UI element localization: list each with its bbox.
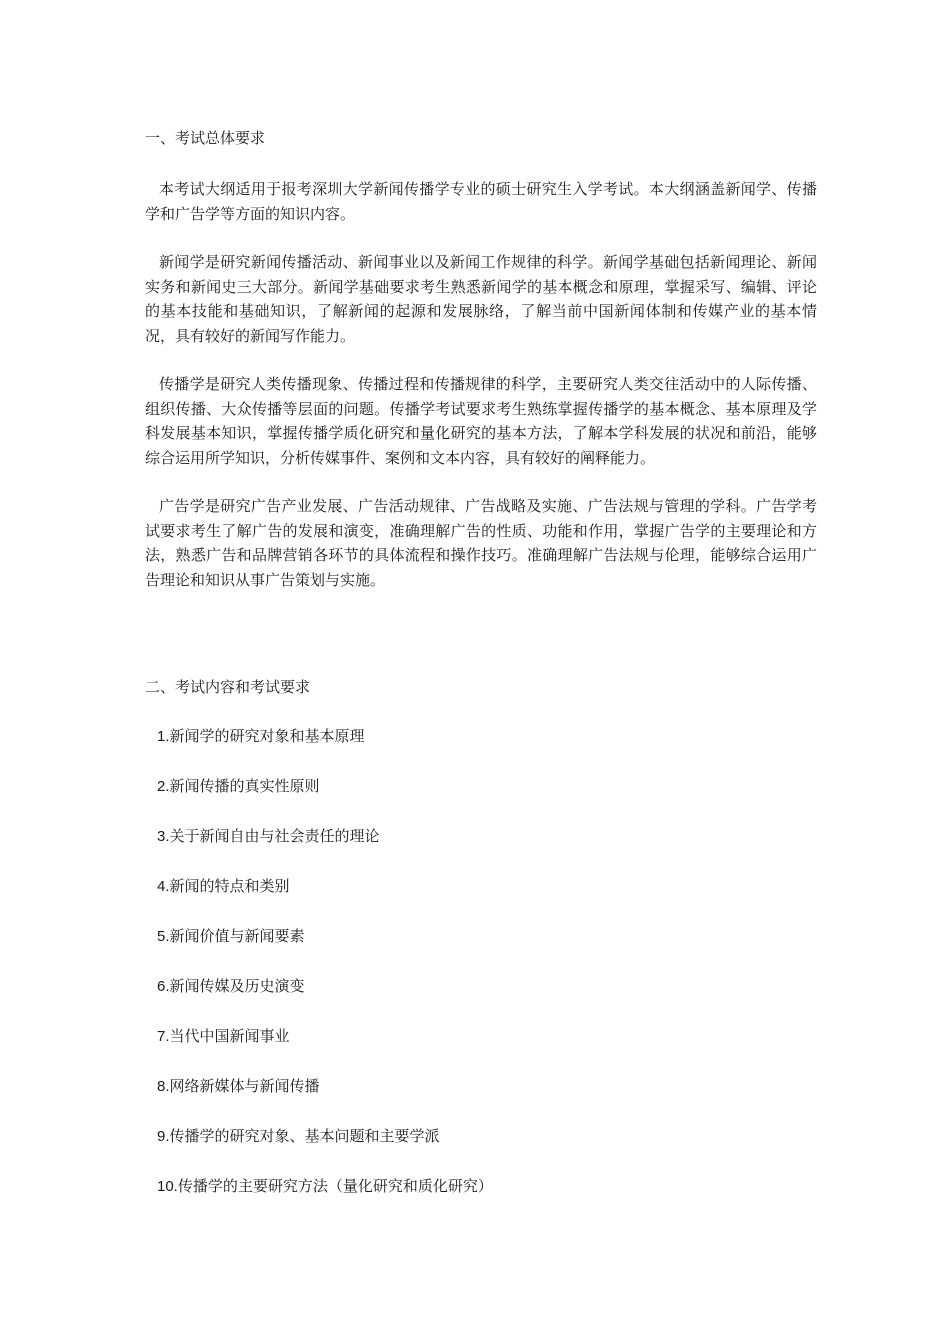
- list-item: [157, 1124, 817, 1148]
- list-item-number: 6.: [157, 978, 170, 995]
- section-heading-exam-content: 二、考试内容和考试要求: [145, 678, 311, 696]
- document-page: [145, 126, 817, 1224]
- list-item-number: 2.: [157, 778, 170, 795]
- list-item: [157, 724, 817, 748]
- list-item-number: 10.: [157, 1178, 178, 1195]
- list-item: [157, 1074, 817, 1098]
- list-item-text: 关于新闻自由与社会责任的理论: [169, 827, 380, 845]
- list-item-number: 4.: [157, 878, 170, 895]
- section-heading-general-requirements: 一、考试总体要求: [145, 129, 266, 147]
- list-item-text: 当代中国新闻事业: [169, 1027, 290, 1045]
- paragraph-scope: 本考试大纲适用于报考深圳大学新闻传播学专业的硕士研究生入学考试。本大纲涵盖新闻学、传播学和广告学等方面的知识内容。: [145, 180, 817, 223]
- list-item: [157, 774, 817, 798]
- paragraph-communication: 传播学是研究人类传播现象、传播过程和传播规律的科学，主要研究人类交往活动中的人际传播、组织传播、大众传播等层面的问题。传播学考试要求考生熟练掌握传播学的基本概念、基本原理及学科发展基本知识，掌握传播学质化研究和量化研究的基本方法，了解本学科发展的状况和前沿，能够综合运用所学知识，分析传媒事件、案例和文本内容，具有较好的阐释能力。: [145, 375, 817, 467]
- list-item-number: 9.: [157, 1128, 170, 1145]
- list-item-number: 7.: [157, 1028, 170, 1045]
- exam-content-list: [145, 724, 817, 1198]
- list-item-number: 5.: [157, 928, 170, 945]
- list-item: [157, 924, 817, 948]
- list-item-text: 传播学的主要研究方法（量化研究和质化研究）: [177, 1177, 493, 1195]
- list-item-text: 新闻传播的真实性原则: [169, 777, 320, 795]
- list-item: [157, 974, 817, 998]
- list-item-text: 新闻传媒及历史演变: [169, 977, 305, 995]
- list-item-text: 传播学的研究对象、基本问题和主要学派: [169, 1127, 440, 1145]
- list-item-text: 新闻的特点和类别: [169, 877, 290, 895]
- list-item: [157, 1174, 817, 1198]
- paragraph-advertising: 广告学是研究广告产业发展、广告活动规律、广告战略及实施、广告法规与管理的学科。广告学考试要求考生了解广告的发展和演变，准确理解广告的性质、功能和作用，掌握广告学的主要理论和方法，熟悉广告和品牌营销各环节的具体流程和操作技巧。准确理解广告法规与伦理，能够综合运用广告理论和知识从事广告策划与实施。: [145, 497, 817, 589]
- list-item: [157, 824, 817, 848]
- list-item-text: 新闻学的研究对象和基本原理: [169, 727, 365, 745]
- list-item-number: 1.: [157, 728, 170, 745]
- list-item: [157, 874, 817, 898]
- list-item: [157, 1024, 817, 1048]
- list-item-number: 3.: [157, 828, 170, 845]
- list-item-text: 网络新媒体与新闻传播: [169, 1077, 320, 1095]
- list-item-number: 8.: [157, 1078, 170, 1095]
- list-item-text: 新闻价值与新闻要素: [169, 927, 305, 945]
- paragraph-journalism: 新闻学是研究新闻传播活动、新闻事业以及新闻工作规律的科学。新闻学基础包括新闻理论、新闻实务和新闻史三大部分。新闻学基础要求考生熟悉新闻学的基本概念和原理，掌握采写、编辑、评论的基本技能和基础知识，了解新闻的起源和发展脉络，了解当前中国新闻体制和传媒产业的基本情况，具有较好的新闻写作能力。: [145, 253, 817, 345]
